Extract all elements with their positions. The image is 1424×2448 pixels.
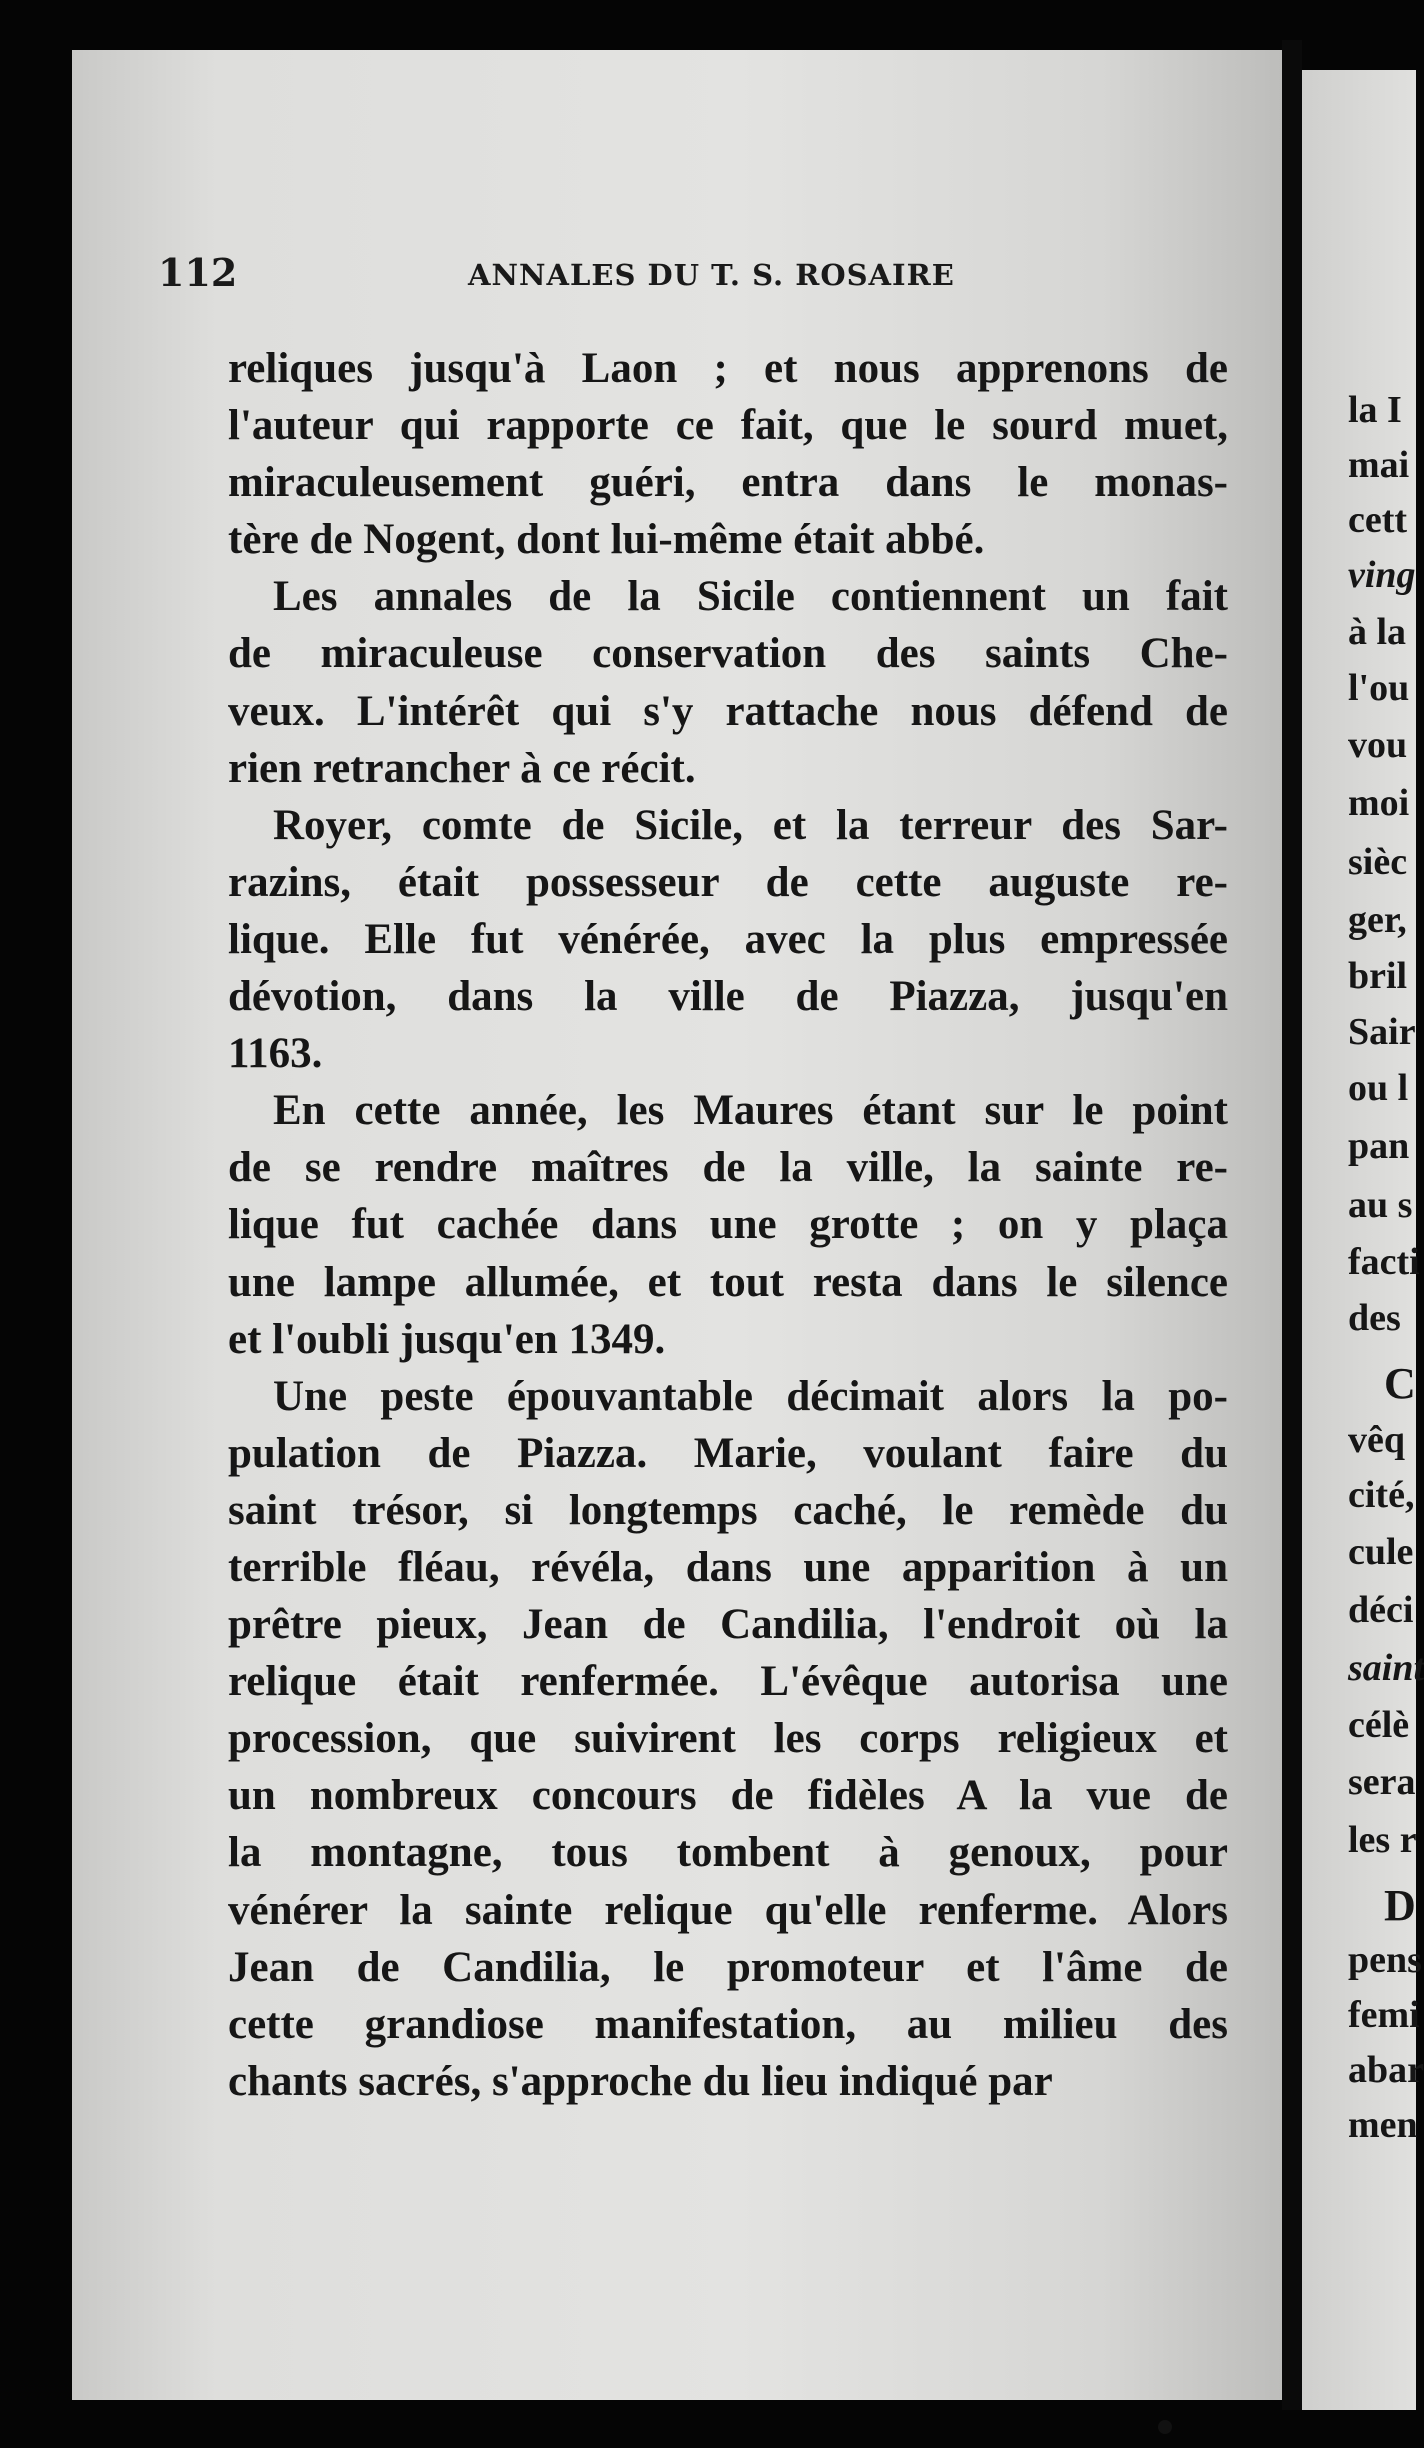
right-page-fragment: des — [1348, 1297, 1401, 1339]
right-page-fragment: déci — [1348, 1589, 1414, 1631]
text-line: terrible fléau, révéla, dans une apparition à un — [228, 1543, 1228, 1591]
right-page-fragment: cett — [1348, 499, 1408, 541]
running-head: ANNALES DU T. S. ROSAIRE — [468, 258, 955, 292]
right-page-fragment: la I — [1348, 389, 1402, 431]
text-line: 1163. — [228, 1030, 323, 1078]
text-line: Jean de Candilia, le promoteur et l'âme de — [228, 1943, 1228, 1991]
right-page-fragment: sera — [1348, 1761, 1416, 1803]
text-line: la montagne, tous tombent à genoux, pour — [228, 1829, 1228, 1877]
right-page-fragment: saint — [1348, 1647, 1424, 1689]
text-line: reliques jusqu'à Laon ; et nous apprenons de — [228, 345, 1228, 392]
right-page-fragment: pan — [1348, 1125, 1410, 1167]
right-page-fragment: cité, — [1348, 1474, 1415, 1516]
right-page-fragment: l'ou — [1348, 667, 1410, 709]
text-line: prêtre pieux, Jean de Candilia, l'endroit où la — [228, 1601, 1228, 1649]
text-line: chants sacrés, s'approche du lieu indiqué par — [228, 2057, 1053, 2105]
text-line: vénérer la sainte relique qu'elle renferme. Alors — [228, 1886, 1228, 1934]
right-page-fragment: ou l — [1348, 1067, 1409, 1109]
text-line: veux. L'intérêt qui s'y rattache nous défend de — [228, 687, 1228, 735]
text-line: tère de Nogent, dont lui-même était abbé. — [228, 516, 985, 564]
right-page-fragment: sièc — [1348, 841, 1408, 883]
text-line: razins, était possesseur de cette auguste re- — [228, 858, 1228, 906]
text-line: de miraculeuse conservation des saints Che- — [228, 630, 1228, 678]
text-line: cette grandiose manifestation, au milieu des — [228, 2000, 1228, 2048]
right-page-fragment: pens — [1348, 1939, 1422, 1981]
text-line: lique fut cachée dans une grotte ; on y plaça — [228, 1201, 1228, 1249]
right-page-fragment: men — [1348, 2104, 1418, 2146]
text-line: Une peste épouvantable décimait alors la po- — [273, 1372, 1228, 1420]
text-line: saint trésor, si longtemps caché, le remède du — [228, 1486, 1228, 1534]
text-line: procession, que suivirent les corps religieux et — [228, 1715, 1228, 1763]
text-line: En cette année, les Maures étant sur le point — [273, 1087, 1228, 1135]
text-line: une lampe allumée, et tout resta dans le silence — [228, 1258, 1228, 1306]
right-page-fragment: célè — [1348, 1704, 1410, 1746]
right-page-fragment: bril — [1348, 955, 1408, 997]
scan-speck — [1158, 2420, 1172, 2434]
text-line: relique était renfermée. L'évêque autorisa une — [228, 1658, 1228, 1706]
right-page-fragment: facti — [1348, 1241, 1420, 1283]
right-page-fragment: au s — [1348, 1184, 1413, 1226]
text-line: pulation de Piazza. Marie, voulant faire du — [228, 1429, 1228, 1477]
right-page-fragment: à la — [1348, 611, 1407, 653]
text-line: et l'oubli jusqu'en 1349. — [228, 1315, 666, 1363]
page-header — [158, 250, 1058, 298]
right-page-fragment: vêq — [1348, 1419, 1405, 1461]
right-page-fragment: ger, — [1348, 899, 1407, 941]
text-line: rien retrancher à ce récit. — [228, 744, 696, 792]
page-gutter-shadow — [1282, 40, 1302, 2410]
text-line: l'auteur qui rapporte ce fait, que le sourd muet, — [228, 402, 1228, 450]
right-page-fragment: Sair — [1348, 1011, 1416, 1053]
right-page-fragment: les r — [1348, 1819, 1417, 1861]
text-line: de se rendre maîtres de la ville, la sainte re- — [228, 1144, 1228, 1192]
text-line: Royer, comte de Sicile, et la terreur des Sar- — [273, 801, 1228, 849]
text-line: un nombreux concours de fidèles A la vue de — [228, 1772, 1228, 1820]
body-text — [228, 340, 1228, 2110]
text-line: lique. Elle fut vénérée, avec la plus empressée — [228, 915, 1228, 963]
right-page-fragment: ving — [1348, 554, 1416, 596]
text-line: miraculeusement guéri, entra dans le monas- — [228, 459, 1228, 507]
right-page-fragment: vou — [1348, 724, 1408, 766]
right-page-fragment: D — [1384, 1881, 1416, 1930]
right-page-fragment: moi — [1348, 782, 1410, 824]
right-page-fragment: abar — [1348, 2049, 1424, 2091]
right-page-fragment: C — [1384, 1359, 1416, 1408]
right-page-fragment: cule — [1348, 1531, 1414, 1573]
page-number: 112 — [158, 250, 238, 295]
right-page-fragment: mai — [1348, 444, 1410, 486]
text-line: Les annales de la Sicile contiennent un fait — [273, 573, 1228, 621]
text-line: dévotion, dans la ville de Piazza, jusqu'en — [228, 973, 1228, 1021]
right-page-fragment: femi — [1348, 1994, 1420, 2036]
